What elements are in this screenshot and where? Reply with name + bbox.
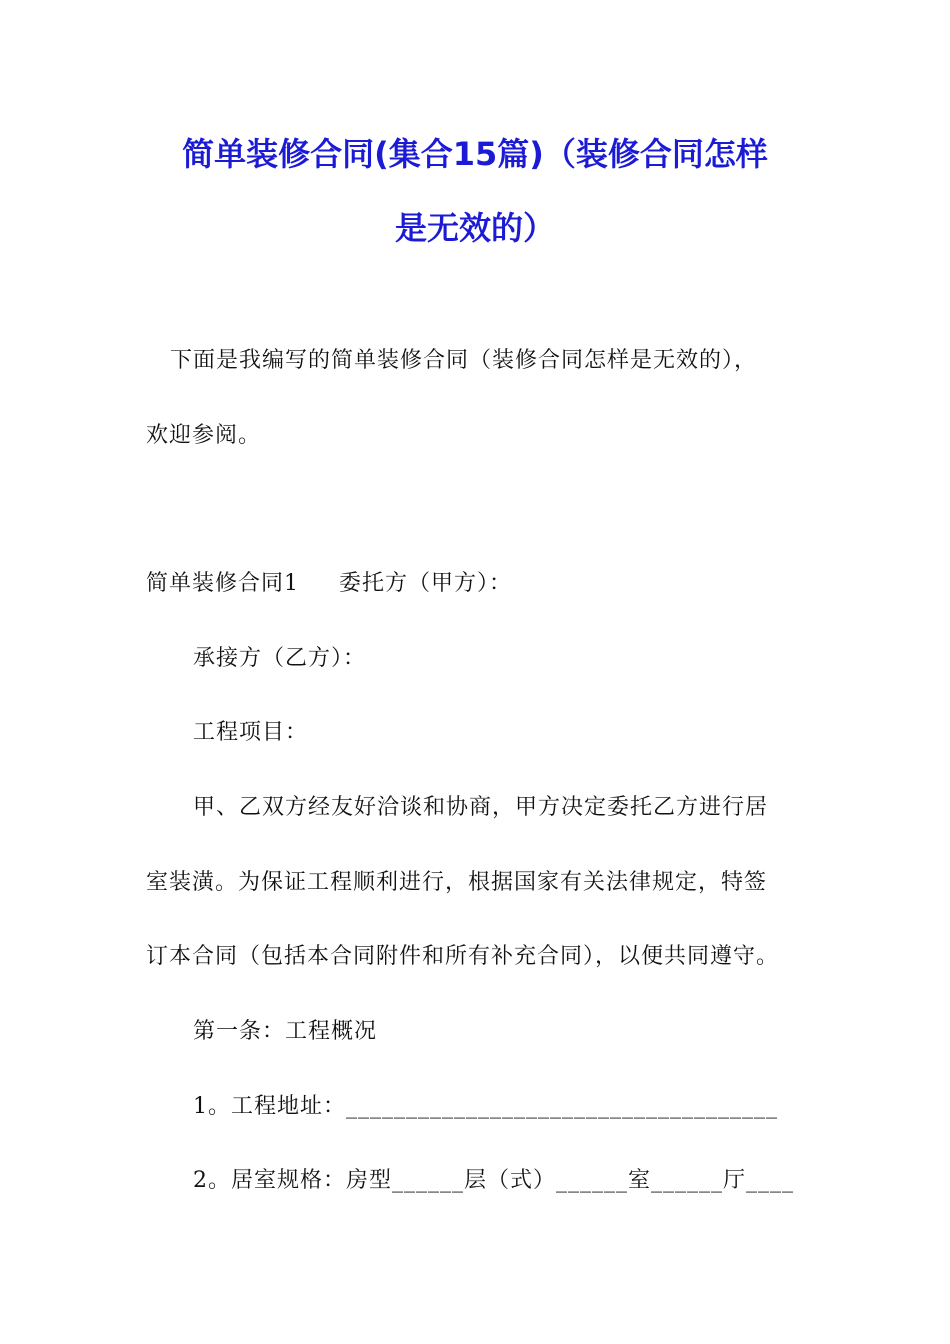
body-paragraph-line-3: 订本合同（包括本合同附件和所有补充合同），以便共同遵守。 [146, 944, 780, 969]
room-spec-field: 2。居室规格：房型______层（式）______室______厅____ [193, 1168, 794, 1193]
body-paragraph-line-2: 室装潢。为保证工程顺利进行，根据国家有关法律规定，特签 [146, 870, 768, 895]
article-1-heading: 第一条：工程概况 [193, 1019, 378, 1044]
project-address-field: 1。工程地址：____________________________________ [193, 1094, 778, 1119]
document-title-line-1: 简单装修合同(集合15篇)（装修合同怎样 [182, 135, 768, 173]
section-heading: 简单装修合同1 [146, 571, 299, 596]
contractor-party-label: 承接方（乙方）： [193, 646, 367, 671]
intro-paragraph-line-1: 下面是我编写的简单装修合同（装修合同怎样是无效的）， [170, 348, 758, 373]
intro-paragraph-line-2: 欢迎参阅。 [146, 423, 262, 448]
document-title-line-2: 是无效的） [394, 209, 555, 247]
body-paragraph-line-1: 甲、乙双方经友好洽谈和协商，甲方决定委托乙方进行居 [193, 795, 769, 820]
section-heading-row [146, 573, 512, 595]
project-item-label: 工程项目： [193, 720, 309, 745]
entrusting-party-label: 委托方（甲方）： [339, 571, 513, 596]
